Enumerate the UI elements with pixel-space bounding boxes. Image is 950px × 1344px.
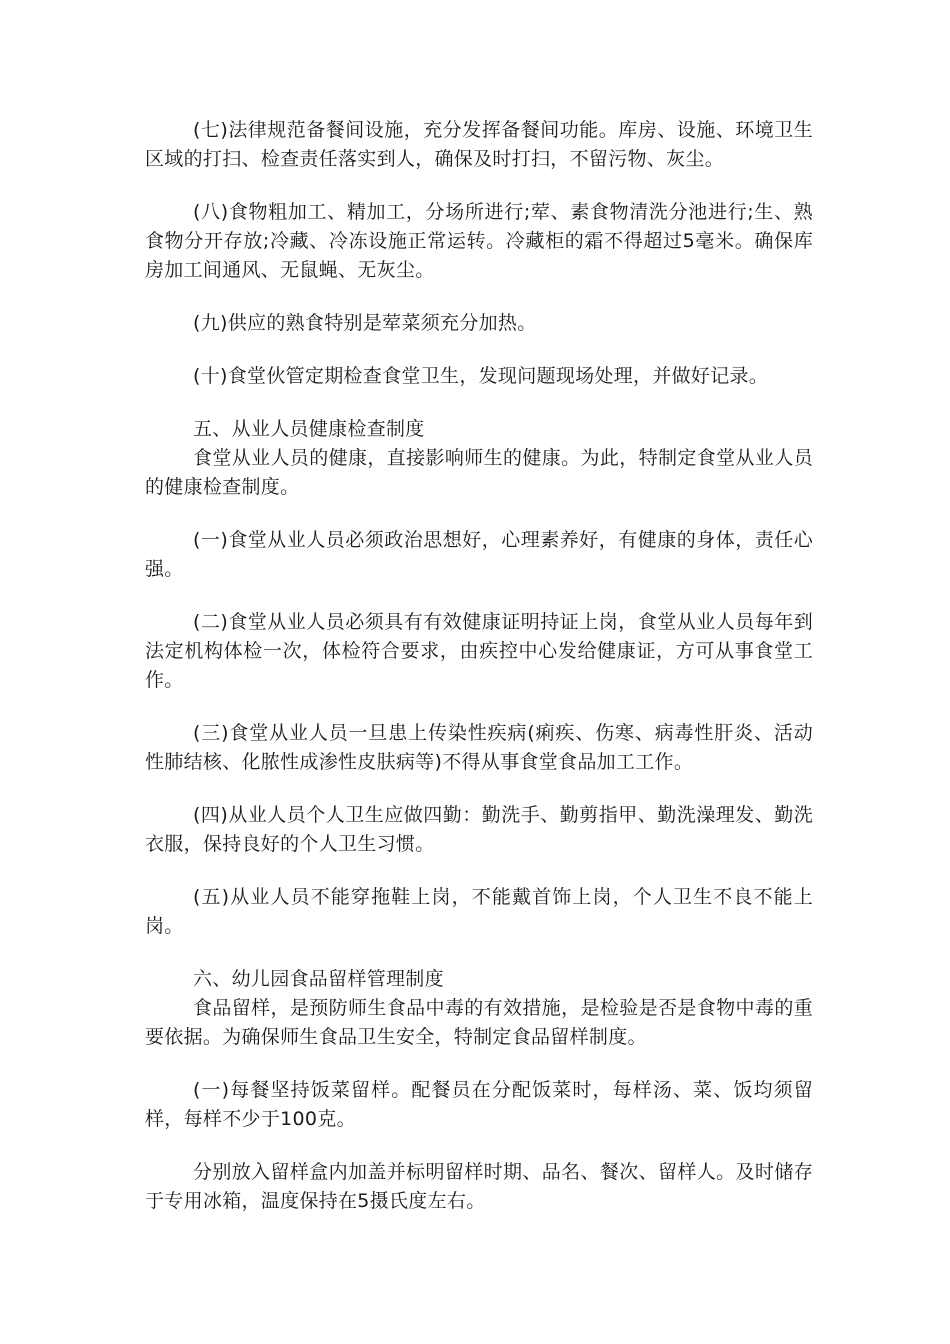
section-5-item-3: (三)食堂从业人员一旦患上传染性疾病(痢疾、伤寒、病毒性肝炎、活动性肺结核、化脓性成渗性皮肤病等)不得从事食堂食品加工工作。 <box>145 722 813 773</box>
section-5-item-5: (五)从业人员不能穿拖鞋上岗，不能戴首饰上岗，个人卫生不良不能上岗。 <box>145 886 813 937</box>
paragraph-9-cooked-food: (九)供应的熟食特别是荤菜须充分加热。 <box>193 312 537 334</box>
section-heading-6: 六、幼儿园食品留样管理制度 <box>193 968 444 990</box>
section-5-item-2: (二)食堂从业人员必须具有有效健康证明持证上岗，食堂从业人员每年到法定机构体检一次，体检符合要求，由疾控中心发给健康证，方可从事食堂工作。 <box>145 611 813 691</box>
section-5-item-4: (四)从业人员个人卫生应做四勤：勤洗手、勤剪指甲、勤洗澡理发、勤洗衣服，保持良好的个人卫生习惯。 <box>145 804 813 855</box>
section-5-item-1: (一)食堂从业人员必须政治思想好，心理素养好，有健康的身体，责任心强。 <box>145 529 813 580</box>
section-heading-5: 五、从业人员健康检查制度 <box>193 418 425 440</box>
section-6-item-1: (一)每餐坚持饭菜留样。配餐员在分配饭菜时，每样汤、菜、饭均须留样，每样不少于100克。 <box>145 1079 813 1130</box>
section-6-storage: 分别放入留样盒内加盖并标明留样时期、品名、餐次、留样人。及时储存于专用冰箱，温度保持在5摄氏度左右。 <box>145 1161 813 1212</box>
paragraph-8-food-processing: (八)食物粗加工、精加工，分场所进行;荤、素食物清洗分池进行;生、熟食物分开存放;冷藏、冷冻设施正常运转。冷藏柜的霜不得超过5毫米。确保库房加工间通风、无鼠蝇、无灰尘。 <box>145 201 813 281</box>
document-body <box>145 116 813 1240</box>
paragraph-10-inspection: (十)食堂伙管定期检查食堂卫生，发现问题现场处理，并做好记录。 <box>193 365 769 387</box>
section-6-intro: 食品留样，是预防师生食品中毒的有效措施，是检验是否是食物中毒的重要依据。为确保师生食品卫生安全，特制定食品留样制度。 <box>145 997 813 1048</box>
paragraph-7-prep-room: (七)法律规范备餐间设施，充分发挥备餐间功能。库房、设施、环境卫生区域的打扫、检查责任落实到人，确保及时打扫，不留污物、灰尘。 <box>145 119 813 170</box>
section-5-intro: 食堂从业人员的健康，直接影响师生的健康。为此，特制定食堂从业人员的健康检查制度。 <box>145 447 813 498</box>
